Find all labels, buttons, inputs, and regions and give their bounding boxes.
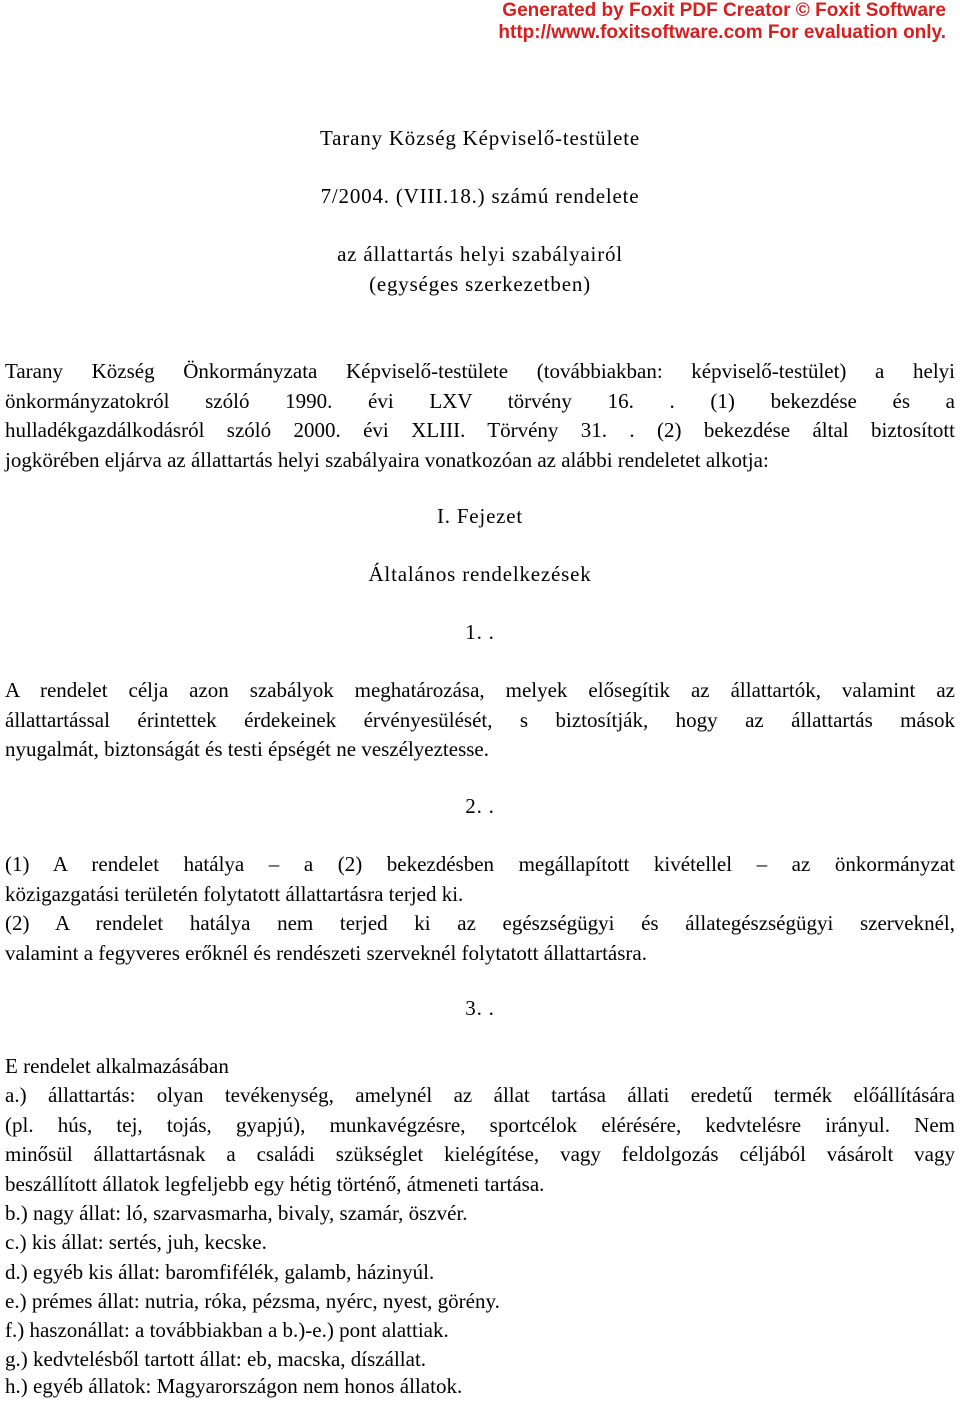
definition-a [5,1081,955,1199]
section-2-line: közigazgatási területén folytatott állattartásra terjed ki. [5,881,464,906]
section-2-line: (2) A rendelet hatálya nem terjed ki az egészségügyi és állategészségügyi szerveknél, [5,911,955,935]
section-1-text [5,676,955,765]
definition-g: g.) kedvtelésből tartott állat: eb, macska, díszállat. [5,1347,427,1371]
definition-a-line: a.) állattartás: olyan tevékenység, amelynél az állat tartása állati eredetű termék előállítására [5,1083,955,1107]
definition-c: c.) kis állat: sertés, juh, kecske. [5,1230,267,1254]
section-1-line: nyugalmát, biztonságát és testi épségét ne veszélyeztesse. [5,737,489,761]
section-2-line: valamint a fegyveres erőknél és rendészeti szerveknél folytatott állattartásra. [5,940,647,965]
watermark-line-1: Generated by Foxit PDF Creator © Foxit Software [502,0,946,21]
section-3-intro: E rendelet alkalmazásában [5,1054,229,1078]
definition-a-line: beszállított állatok legfeljebb egy hétig történő, átmeneti tartása. [5,1171,545,1196]
document-note: (egységes szerkezetben) [369,272,591,296]
definition-d: d.) egyéb kis állat: baromfifélék, galamb, házinyúl. [5,1260,435,1284]
document-org: Tarany Község Képviselő-testülete [320,126,640,150]
preamble-line: Tarany Község Önkormányzata Képviselő-testülete (továbbiakban: képviselő-testület) a helyi [5,359,955,383]
definition-h: h.) egyéb állatok: Magyarországon nem honos állatok. [5,1374,463,1398]
section-1-line: A rendelet célja azon szabályok meghatározása, melyek elősegítik az állattartók, valamint az [5,678,955,702]
section-2-line: (1) A rendelet hatálya – a (2) bekezdésben megállapított kivétellel – az önkormányzat [5,852,955,876]
section-2-paragraph-1 [5,850,955,909]
document-number: 7/2004. (VIII.18.) számú rendelete [320,184,640,208]
chapter-number: I. Fejezet [436,504,524,528]
evaluation-watermark [498,0,946,44]
section-3-heading: 3. . [465,996,495,1020]
section-2-heading: 2. . [465,794,495,818]
preamble-line: jogkörében eljárva az állattartás helyi szabályaira vonatkozóan az alábbi rendeletet alkotja: [5,447,769,472]
section-1-line: állattartással érintettek érdekeinek érvényesülését, s biztosítják, hogy az állattartás mások [5,707,955,732]
document-subject: az állattartás helyi szabályairól [337,242,623,266]
definition-f: f.) haszonállat: a továbbiakban a b.)-e.) pont alattiak. [5,1318,449,1342]
definition-a-line: minősül állattartásnak a családi szükséglet kielégítése, vagy feldolgozás céljából vásárolt vagy [5,1142,955,1166]
watermark-line-2: http://www.foxitsoftware.com For evaluation only. [498,22,946,43]
definition-e: e.) prémes állat: nutria, róka, pézsma, nyérc, nyest, görény. [5,1289,500,1313]
section-1-heading: 1. . [465,620,495,644]
definition-a-line: (pl. hús, tej, tojás, gyapjú), munkavégzésre, sportcélok elérésére, kedvtelésre irányul. Nem [5,1112,955,1137]
section-2-paragraph-2 [5,909,955,968]
chapter-title: Általános rendelkezések [368,562,592,586]
preamble-line: hulladékgazdálkodásról szóló 2000. évi XLIII. Törvény 31. . (2) bekezdése által biztosított [5,418,955,442]
preamble-line: önkormányzatokról szóló 1990. évi LXV törvény 16. . (1) bekezdése és a [5,388,955,413]
preamble [5,357,955,475]
definition-b: b.) nagy állat: ló, szarvasmarha, bivaly, szamár, öszvér. [5,1201,468,1225]
